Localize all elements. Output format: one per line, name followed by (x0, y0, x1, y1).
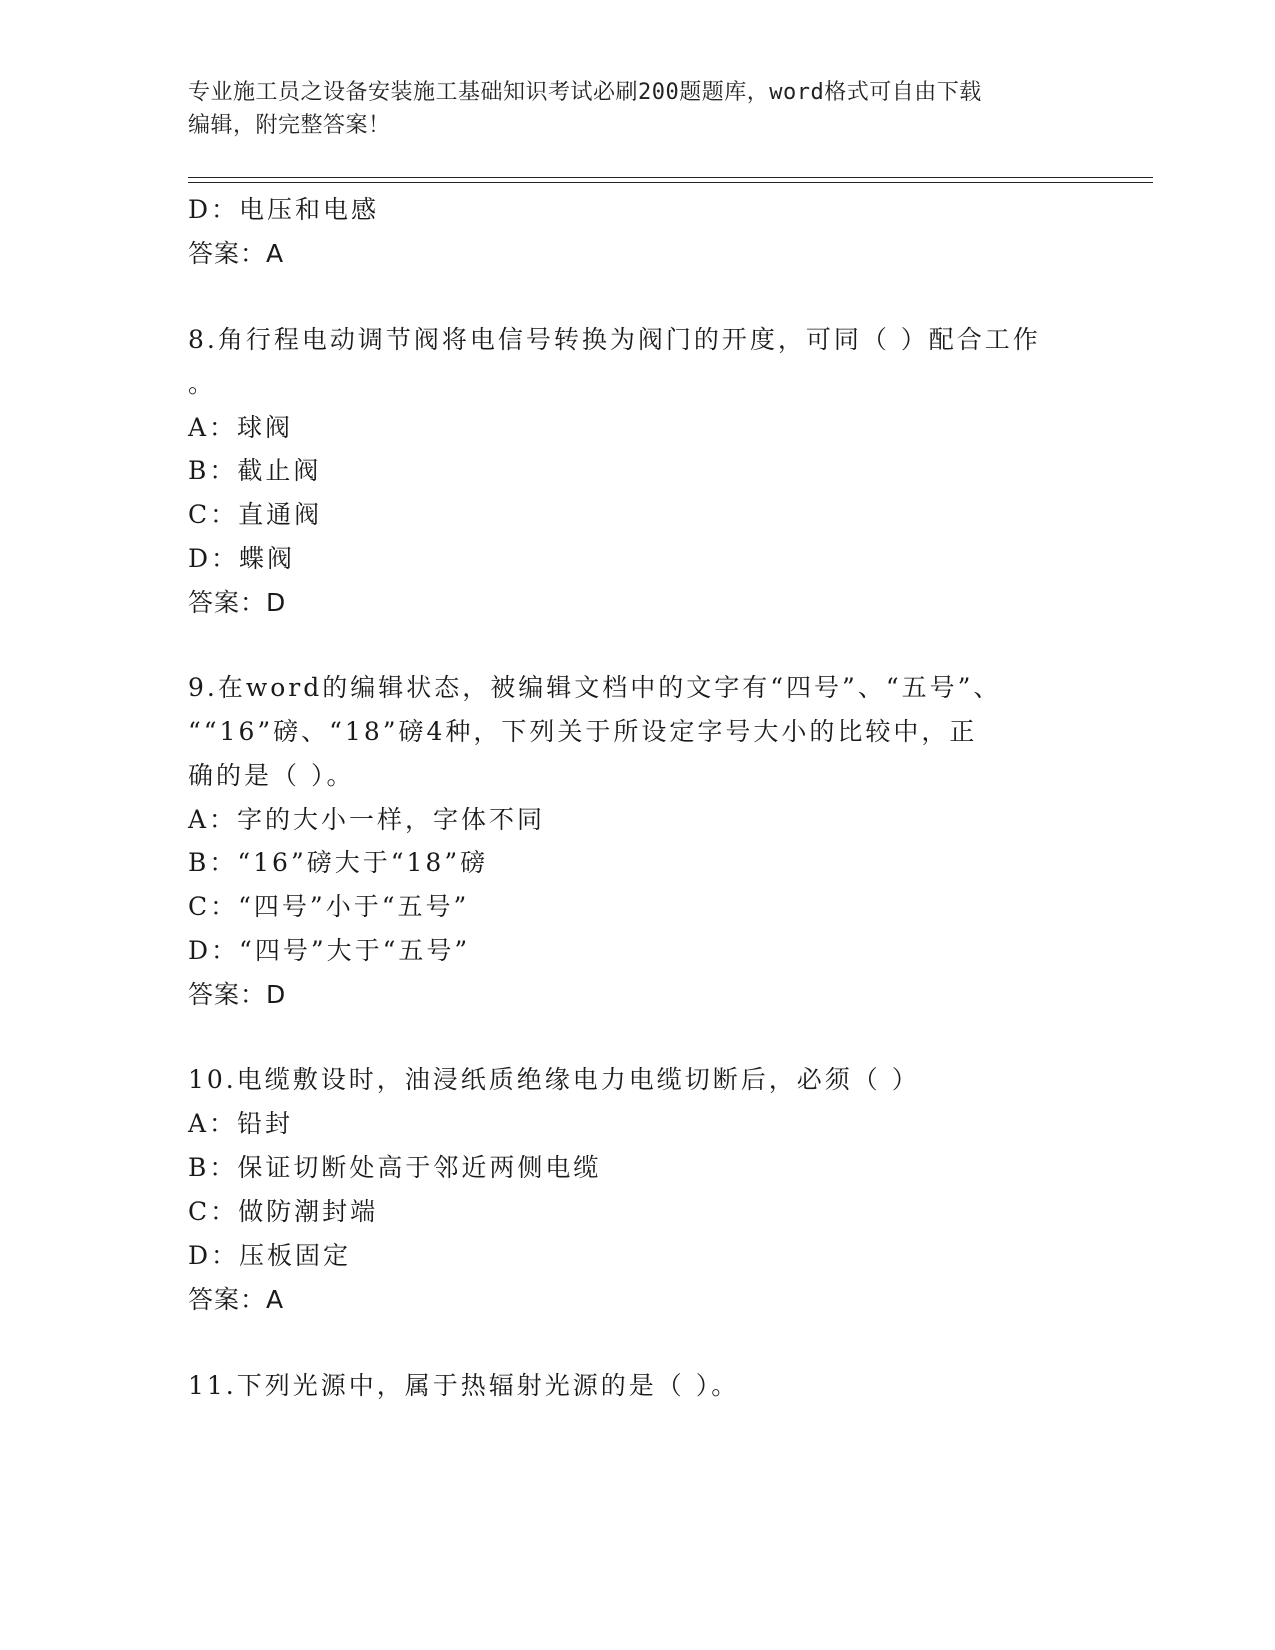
q8-option-a: A：球阀 (188, 413, 294, 442)
header-line-2: 编辑，附完整答案！ (188, 113, 391, 138)
header-rule-bottom (188, 182, 1153, 183)
q9-option-a: A：字的大小一样，字体不同 (188, 805, 546, 834)
q8-option-d: D：蝶阀 (188, 544, 296, 573)
q10-option-d: D：压板固定 (188, 1241, 352, 1270)
q9-option-b: B：“16”磅大于“18”磅 (188, 848, 489, 877)
q8-stem-line-2: 。 (188, 369, 217, 398)
header-line-1: 专业施工员之设备安装施工基础知识考试必刷200题题库，word格式可自由下载 (188, 80, 982, 105)
q10-option-b: B：保证切断处高于邻近两侧电缆 (188, 1153, 602, 1182)
q9-answer: 答案：D (188, 980, 287, 1009)
prev-answer: 答案：A (188, 239, 285, 268)
q11-stem-line-1: 11.下列光源中，属于热辐射光源的是（ ）。 (188, 1371, 740, 1400)
q8-option-b: B：截止阀 (188, 456, 322, 485)
q8-option-c: C：直通阀 (188, 500, 323, 529)
q9-stem-line-2: ““16”磅、“18”磅4种，下列关于所设定字号大小的比较中，正 (188, 717, 978, 746)
q8-stem-line-1: 8.角行程电动调节阀将电信号转换为阀门的开度，可同（ ）配合工作 (188, 325, 1041, 354)
q10-stem-line-1: 10.电缆敷设时，油浸纸质绝缘电力电缆切断后，必须（ ） (188, 1065, 920, 1094)
document-header (188, 76, 1088, 142)
header-rule-top (188, 177, 1153, 178)
q9-option-d: D：“四号”大于“五号” (188, 936, 471, 965)
q8-answer: 答案：D (188, 588, 287, 617)
q10-option-a: A：铅封 (188, 1109, 294, 1138)
q9-stem-line-1: 9.在word的编辑状态，被编辑文档中的文字有“四号”、“五号”、 (188, 673, 1002, 702)
q10-answer: 答案：A (188, 1285, 285, 1314)
prev-option-d: D：电压和电感 (188, 195, 380, 224)
q10-option-c: C：做防潮封端 (188, 1197, 379, 1226)
q9-stem-line-3: 确的是（ ）。 (188, 761, 355, 790)
q9-option-c: C：“四号”小于“五号” (188, 892, 470, 921)
